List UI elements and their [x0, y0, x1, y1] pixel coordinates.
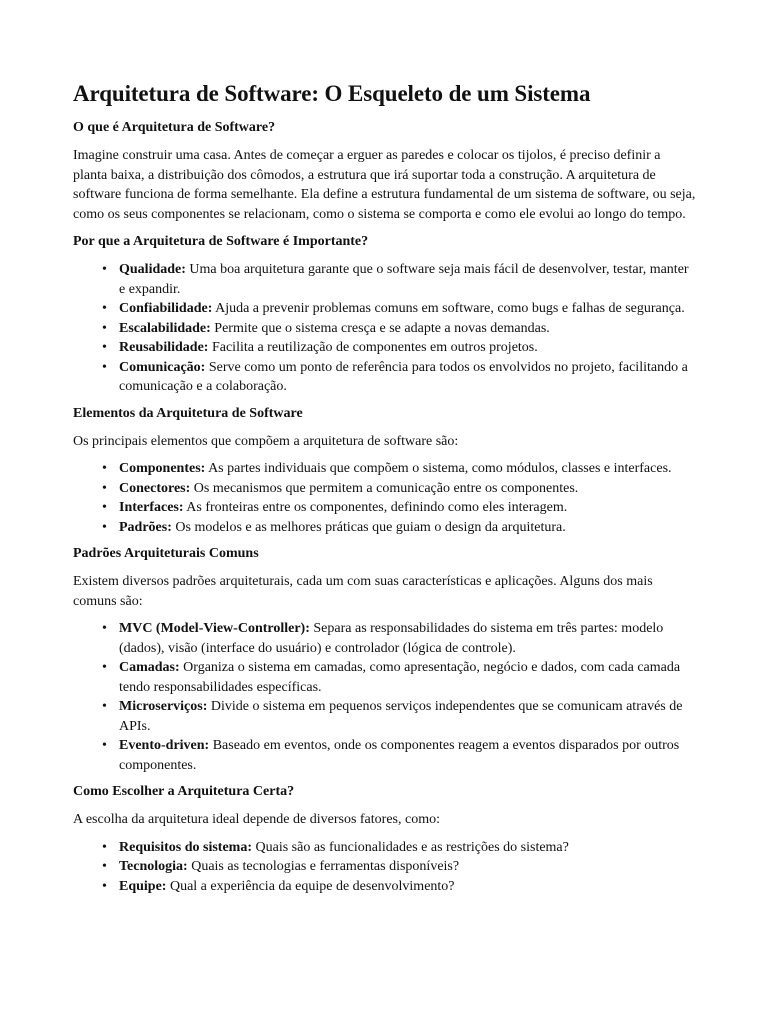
list-item-text: Uma boa arquitetura garante que o software seja mais fácil de desenvolver, testar, manter e expandir.: [119, 262, 689, 297]
bullet-list: [73, 619, 698, 775]
document-page: [73, 79, 698, 903]
section-heading: Padrões Arquiteturais Comuns: [73, 546, 259, 561]
bullet-icon: •: [102, 839, 107, 855]
list-item: [102, 358, 698, 397]
list-item-text: As fronteiras entre os componentes, definindo como eles interagem.: [183, 500, 568, 515]
bullet-icon: •: [102, 262, 107, 277]
list-item-term: Comunicação:: [119, 359, 206, 375]
list-item: [102, 877, 698, 897]
bullet-icon: •: [102, 500, 107, 515]
list-item: [102, 498, 698, 518]
bullet-icon: •: [102, 320, 107, 336]
section-paragraph: Imagine construir uma casa. Antes de começar a erguer as paredes e colocar os tijolos, é preciso definir a planta baixa, a distribuição dos cômodos, a estrutura que irá suportar toda a construção. A arquitetura de software funciona de forma semelhante. Ela define a estrutura fundamental de um sistema de software, ou seja, como os seus componentes se relacionam, como o sistema se comporta e como ele evolui ao longo do tempo.: [73, 148, 696, 222]
list-item-text: Qual a experiência da equipe de desenvolvimento?: [166, 878, 455, 894]
list-item-term: Qualidade:: [119, 262, 186, 277]
bullet-list: [73, 459, 698, 537]
list-item-text: Quais as tecnologias e ferramentas disponíveis?: [187, 859, 460, 874]
list-item: [102, 697, 698, 736]
list-item: [102, 319, 698, 339]
bullet-icon: •: [102, 480, 107, 496]
list-item-term: Conectores:: [119, 480, 191, 496]
list-item: [102, 857, 698, 877]
bullet-icon: •: [102, 461, 107, 476]
list-item-text: Serve como um ponto de referência para todos os envolvidos no projeto, facilitando a comunicação e a colaboração.: [119, 359, 688, 394]
section-heading: Por que a Arquitetura de Software é Importante?: [73, 234, 369, 249]
bullet-icon: •: [102, 859, 107, 874]
list-item: [102, 736, 698, 775]
list-item: [102, 838, 698, 858]
list-item: [102, 459, 698, 479]
list-item-text: Os mecanismos que permitem a comunicação entre os componentes.: [190, 480, 579, 496]
bullet-icon: •: [102, 699, 107, 714]
list-item-text: As partes individuais que compõem o sistema, como módulos, classes e interfaces.: [205, 461, 672, 476]
list-item-text: Divide o sistema em pequenos serviços independentes que se comunicam através de APIs.: [119, 699, 683, 734]
list-item-term: Interfaces:: [119, 500, 184, 515]
section-paragraph: A escolha da arquitetura ideal depende de diversos fatores, como:: [73, 812, 440, 827]
bullet-icon: •: [102, 878, 107, 894]
bullet-icon: •: [102, 660, 107, 675]
section-paragraph: Os principais elementos que compõem a arquitetura de software são:: [73, 433, 459, 449]
list-item-text: Quais são as funcionalidades e as restrições do sistema?: [252, 839, 569, 855]
list-item-term: Microserviços:: [119, 699, 208, 714]
list-item-text: Permite que o sistema cresça e se adapte a novas demandas.: [210, 320, 550, 336]
document-title: Arquitetura de Software: O Esqueleto de um Sistema: [73, 81, 591, 106]
list-item-term: Requisitos do sistema:: [119, 839, 253, 855]
list-item-term: Escalabilidade:: [119, 320, 211, 336]
list-item: [102, 619, 698, 658]
list-item: [102, 260, 698, 299]
bullet-icon: •: [102, 301, 107, 316]
bullet-icon: •: [102, 621, 107, 636]
bullet-icon: •: [102, 340, 107, 355]
bullet-icon: •: [102, 359, 107, 375]
list-item: [102, 338, 698, 358]
list-item-text: Ajuda a prevenir problemas comuns em software, como bugs e falhas de segurança.: [212, 301, 685, 316]
list-item-term: Camadas:: [119, 660, 180, 675]
bullet-list: [73, 838, 698, 897]
list-item: [102, 299, 698, 319]
list-item-text: Organiza o sistema em camadas, como apresentação, negócio e dados, com cada camada tendo responsabilidades específicas.: [119, 660, 681, 695]
list-item: [102, 658, 698, 697]
list-item-term: Confiabilidade:: [119, 301, 213, 316]
list-item-term: Reusabilidade:: [119, 340, 209, 355]
bullet-icon: •: [102, 519, 107, 535]
section-heading: Elementos da Arquitetura de Software: [73, 405, 303, 421]
list-item-text: Os modelos e as melhores práticas que guiam o design da arquitetura.: [171, 519, 566, 535]
section-heading: O que é Arquitetura de Software?: [73, 120, 276, 135]
list-item-text: Facilita a reutilização de componentes em outros projetos.: [208, 340, 538, 355]
list-item-term: MVC (Model-View-Controller):: [119, 621, 310, 636]
list-item: [102, 518, 698, 538]
list-item-term: Componentes:: [119, 461, 206, 476]
list-item: [102, 479, 698, 499]
section-paragraph: Existem diversos padrões arquiteturais, cada um com suas características e aplicações. Alguns dos mais comuns são:: [73, 574, 653, 609]
list-item-text: Separa as responsabilidades do sistema em três partes: modelo (dados), visão (interface do usuário) e controlador (lógica de controle).: [119, 621, 664, 656]
list-item-term: Evento-driven:: [119, 738, 210, 753]
list-item-term: Equipe:: [119, 878, 167, 894]
list-item-term: Padrões:: [119, 519, 172, 535]
bullet-icon: •: [102, 738, 107, 753]
list-item-text: Baseado em eventos, onde os componentes reagem a eventos disparados por outros componentes.: [119, 738, 680, 773]
section-heading: Como Escolher a Arquitetura Certa?: [73, 784, 295, 799]
bullet-list: [73, 260, 698, 397]
list-item-term: Tecnologia:: [119, 859, 188, 874]
